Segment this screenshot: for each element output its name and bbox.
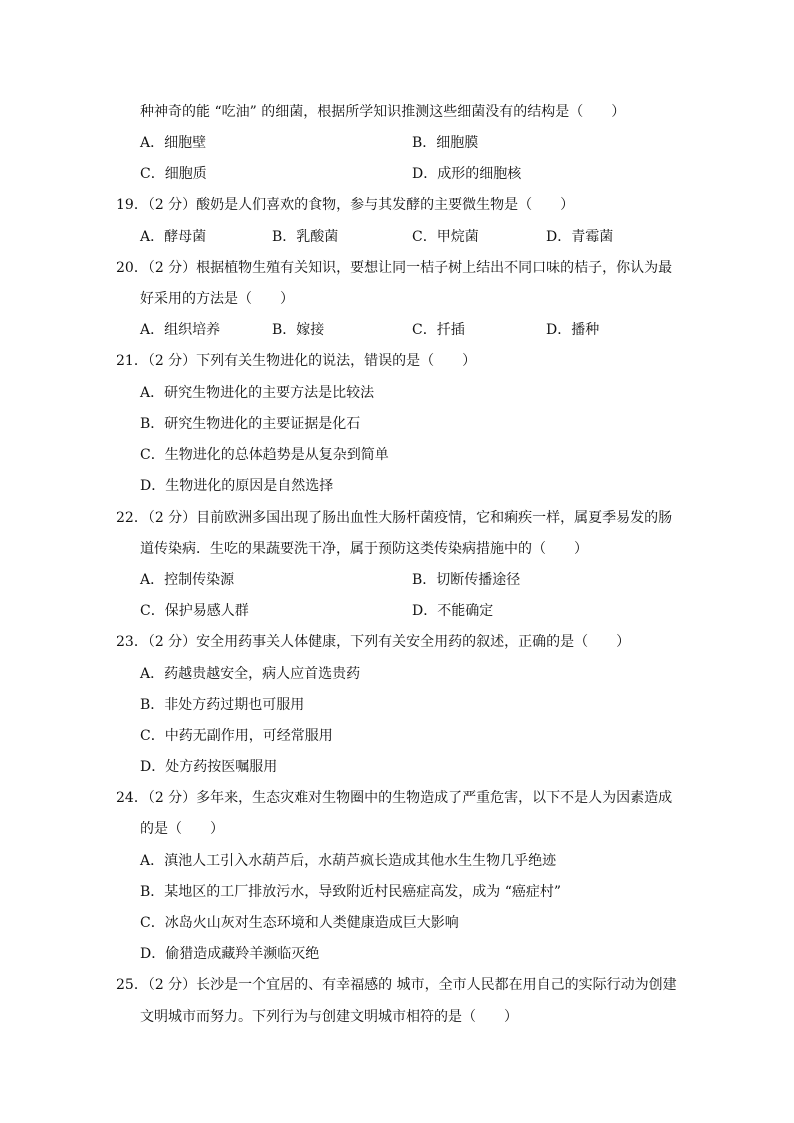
q22-option-c: C．保护易感人群 (140, 603, 249, 619)
q19-option-a: A．酵母菌 (140, 229, 207, 245)
q23-option-b: B．非处方药过期也可服用 (140, 697, 305, 713)
q19-option-c: C．甲烷菌 (412, 229, 479, 245)
q21-option-d: D．生物进化的原因是自然选择 (140, 478, 334, 494)
q25-stem-line-2: 文明城市而努力。下列行为与创建文明城市相符的是（ ） (140, 1009, 518, 1025)
q21-stem: 21．（2 分）下列有关生物进化的说法，错误的是（ ） (116, 353, 477, 369)
q25-stem-line-1: 25．（2 分）长沙是一个宜居的、有幸福感的 城市，全市人民都在用自己的实际行动为创建 (116, 977, 677, 993)
q19-option-d: D．青霉菌 (546, 229, 614, 245)
q24-option-a: A．滇池人工引入水葫芦后，水葫芦疯长造成其他水生生物几乎绝迹 (140, 853, 557, 869)
q21-option-a: A．研究生物进化的主要方法是比较法 (140, 385, 375, 401)
q19-stem: 19．（2 分）酸奶是人们喜欢的食物，参与其发酵的主要微生物是（ ） (116, 197, 575, 213)
q18-stem: 种神奇的能 “吃油” 的细菌，根据所学知识推测这些细菌没有的结构是（ ） (140, 104, 626, 120)
q21-option-c: C．生物进化的总体趋势是从复杂到简单 (140, 447, 389, 463)
q24-stem-line-2: 的是（ ） (140, 821, 224, 837)
q18-option-b: B．细胞膜 (412, 135, 479, 151)
q24-option-b: B．某地区的工厂排放污水，导致附近村民癌症高发，成为 “癌症村” (140, 884, 562, 900)
q23-stem: 23．（2 分）安全用药事关人体健康，下列有关安全用药的叙述，正确的是（ ） (116, 634, 631, 650)
q22-option-d: D．不能确定 (412, 603, 494, 619)
q20-option-c: C．扦插 (412, 322, 465, 338)
q22-option-a: A．控制传染源 (140, 572, 235, 588)
q20-option-a: A．组织培养 (140, 322, 221, 338)
q18-option-d: D．成形的细胞核 (412, 166, 522, 182)
q23-option-a: A．药越贵越安全，病人应首选贵药 (140, 666, 361, 682)
q20-stem-line-2: 好采用的方法是（ ） (140, 291, 294, 307)
q24-option-d: D．偷猎造成藏羚羊濒临灭绝 (140, 946, 320, 962)
q21-option-b: B．研究生物进化的主要证据是化石 (140, 416, 361, 432)
q24-option-c: C．冰岛火山灰对生态环境和人类健康造成巨大影响 (140, 915, 459, 931)
q20-stem-line-1: 20．（2 分）根据植物生殖有关知识，要想让同一桔子树上结出不同口味的桔子，你认为最 (116, 260, 673, 276)
q19-option-b: B．乳酸菌 (272, 229, 339, 245)
q20-option-d: D．播种 (546, 322, 600, 338)
q22-stem-line-2: 道传染病．生吃的果蔬要洗干净，属于预防这类传染病措施中的（ ） (140, 541, 588, 557)
q18-option-a: A．细胞壁 (140, 135, 207, 151)
q22-stem-line-1: 22．（2 分）目前欧洲多国出现了肠出血性大肠杆菌疫情，它和痢疾一样，属夏季易发的肠 (116, 510, 673, 526)
q24-stem-line-1: 24．（2 分）多年来，生态灾难对生物圈中的生物造成了严重危害，以下不是人为因素造成 (116, 790, 673, 806)
q23-option-d: D．处方药按医嘱服用 (140, 759, 278, 775)
q18-option-c: C．细胞质 (140, 166, 207, 182)
q23-option-c: C．中药无副作用，可经常服用 (140, 728, 333, 744)
q20-option-b: B．嫁接 (272, 322, 325, 338)
q22-option-b: B．切断传播途径 (412, 572, 521, 588)
